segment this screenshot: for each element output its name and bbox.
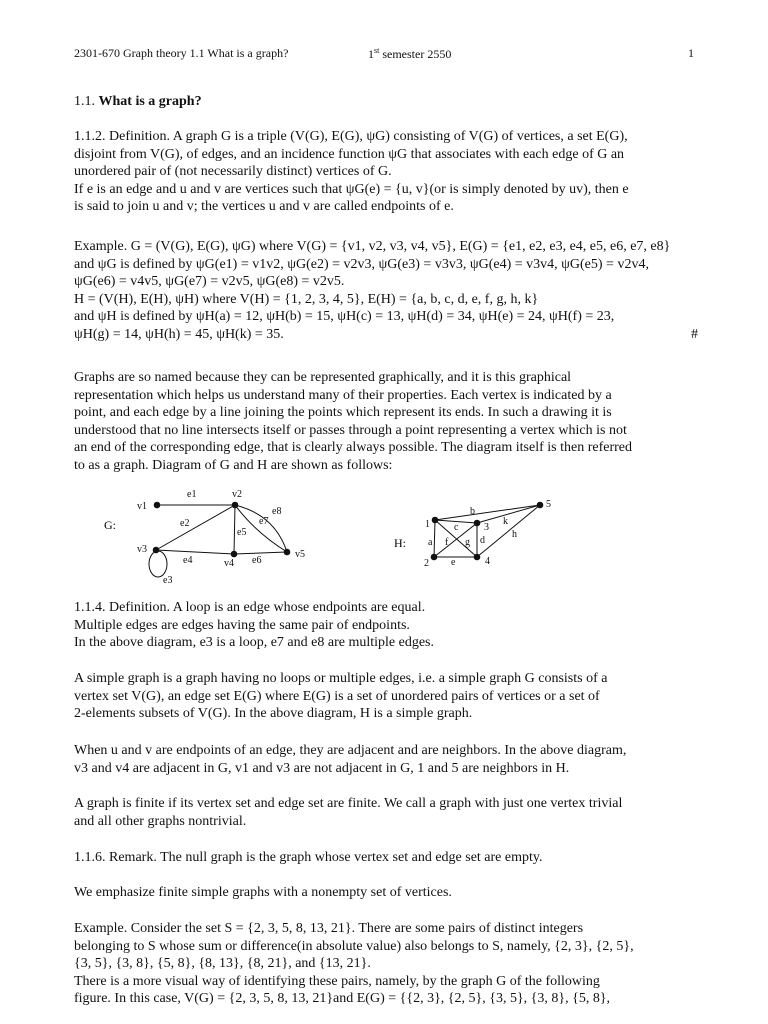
- edge-label: e8: [272, 506, 282, 517]
- paragraph-graphical-representation: [74, 369, 698, 475]
- graph-g-labels: [137, 489, 305, 586]
- edge-a: [434, 520, 435, 557]
- vertex-4: [474, 554, 481, 561]
- edge-label: e2: [180, 518, 190, 529]
- remark-line: 1.1.6. Remark. The null graph is the graph whose vertex set and edge set are empty.: [74, 850, 543, 865]
- example-line: Example. Consider the set S = {2, 3, 5, 8, 13, 21}. There are some pairs of distinct integers: [74, 921, 584, 936]
- graph-diagrams: [0, 480, 768, 590]
- vertex-label: v4: [224, 558, 234, 569]
- paragraph-line: A simple graph is a graph having no loops or multiple edges, i.e. a simple graph G consists of a: [74, 671, 608, 686]
- edge-label: e7: [259, 516, 269, 527]
- edge-label: e1: [187, 489, 197, 500]
- edge-label: e4: [183, 555, 193, 566]
- edge-e4: [156, 550, 234, 554]
- paragraph-line: 2-elements subsets of V(G). In the above diagram, H is a simple graph.: [74, 706, 473, 722]
- definition-graph: [74, 128, 698, 216]
- definition-graph-line: 1.1.2. Definition. A graph G is a triple (V(G), E(G), ψG) consisting of V(G) of vertices, a set E(G),: [74, 129, 628, 144]
- vertex-1: [432, 517, 439, 524]
- edge-label: a: [428, 537, 433, 548]
- example-line: H = (V(H), E(H), ψH) where V(H) = {1, 2, 3, 4, 5}, E(H) = {a, b, c, d, e, f, g, h, k}: [74, 291, 539, 307]
- example-graphs-g-h: [74, 238, 698, 344]
- example-line: and ψG is defined by ψG(e1) = v1v2, ψG(e2) = v2v3, ψG(e3) = v3v3, ψG(e4) = v3v4, ψG(e5) = v2v4,: [74, 256, 649, 272]
- definition-graph-line: unordered pair of (not necessarily distinct) vertices of G.: [74, 164, 392, 180]
- edge-label: b: [470, 506, 475, 517]
- edge-label: f: [445, 537, 449, 548]
- vertex-label: v1: [137, 501, 147, 512]
- definition-loop-line: In the above diagram, e3 is a loop, e7 and e8 are multiple edges.: [74, 635, 434, 651]
- example-line: belonging to S whose sum or difference(in absolute value) also belongs to S, namely, {2, 3}, {2, 5},: [74, 938, 634, 954]
- paragraph-line: understood that no line intersects itself or passes through a point representing a vertex which is not: [74, 422, 627, 438]
- vertex-2: [431, 554, 438, 561]
- vertex-label: v3: [137, 544, 147, 555]
- example-line: figure. In this case, V(G) = {2, 3, 5, 8, 13, 21}and E(G) = {{2, 3}, {2, 5}, {3, 5}, {3, 8}, {5, 8},: [74, 991, 611, 1007]
- header-semester: 1st semester 2550: [368, 46, 452, 61]
- vertex-v1: [154, 502, 161, 509]
- vertex-3: [474, 520, 481, 527]
- paragraph-line: an end of the corresponding edge, that is clearly always possible. The diagram itself is then referred: [74, 440, 632, 456]
- graph-h-labels: [424, 499, 551, 569]
- definition-loop-line: 1.1.4. Definition. A loop is an edge whose endpoints are equal.: [74, 600, 426, 615]
- vertex-label: 1: [425, 519, 430, 530]
- paragraph-line: A graph is finite if its vertex set and edge set are finite. We call a graph with just one vertex trivial: [74, 796, 623, 811]
- paragraph-line: point, and each edge by a line joining the points which represent its ends. In such a drawing it is: [74, 405, 612, 421]
- vertex-v4: [231, 551, 238, 558]
- edge-label: c: [454, 522, 459, 533]
- definition-graph-line: is said to join u and v; the vertices u and v are called endpoints of e.: [74, 199, 454, 215]
- paragraph-line: vertex set V(G), an edge set E(G) where E(G) is a set of unordered pairs of vertices or a set of: [74, 688, 600, 704]
- paragraph-line: to as a graph. Diagram of G and H are shown as follows:: [74, 457, 393, 473]
- paragraph-simple-graph: [74, 670, 698, 723]
- vertex-label: 2: [424, 558, 429, 569]
- edge-label: e6: [252, 555, 262, 566]
- edge-label: d: [480, 535, 485, 546]
- edge-e5: [234, 505, 235, 554]
- definition-graph-line: disjoint from V(G), of edges, and an incidence function ψG that associates with each edge of G an: [74, 146, 625, 162]
- vertex-label: v5: [295, 549, 305, 560]
- remark-null-graph: [74, 849, 698, 867]
- paragraph-line: and all other graphs nontrivial.: [74, 813, 247, 829]
- paragraph-line: representation which helps us understand many of their properties. Each vertex is indicated by a: [74, 387, 612, 403]
- graph-g-label: G:: [104, 518, 116, 532]
- edge-label: e3: [163, 575, 173, 586]
- vertex-label: 4: [485, 556, 490, 567]
- example-set-s: [74, 920, 698, 1008]
- edge-e6: [234, 552, 287, 554]
- header-course: 2301-670 Graph theory 1.1 What is a graph?: [74, 46, 289, 60]
- example-line: There is a more visual way of identifying these pairs, namely, by the graph G of the following: [74, 973, 600, 989]
- paragraph-line: Graphs are so named because they can be represented graphically, and it is this graphical: [74, 370, 572, 385]
- paragraph-adjacent: [74, 742, 698, 777]
- graph-h-label: H:: [394, 536, 406, 550]
- paragraph-emphasize: [74, 884, 698, 902]
- vertex-v3: [153, 547, 160, 554]
- section-title: 1.1. What is a graph?: [74, 94, 202, 109]
- vertex-5: [537, 502, 544, 509]
- vertex-label: 3: [484, 522, 489, 533]
- edge-label: h: [512, 529, 517, 540]
- example-line: Example. G = (V(G), E(G), ψG) where V(G) = {v1, v2, v3, v4, v5}, E(G) = {e1, e2, e3, e4, e5, e6, e7, e8}: [74, 239, 671, 254]
- example-line: ψH(g) = 14, ψH(h) = 45, ψH(k) = 35. #: [74, 326, 698, 342]
- definition-loop: [74, 599, 698, 652]
- graph-g-vertices: [153, 502, 291, 558]
- paragraph-line: When u and v are endpoints of an edge, they are adjacent and are neighbors. In the above diagram,: [74, 743, 627, 758]
- loop-e3: [149, 551, 167, 577]
- example-line: ψG(e6) = v4v5, ψG(e7) = v2v5, ψG(e8) = v2v5.: [74, 274, 345, 290]
- example-line: {3, 5}, {3, 8}, {5, 8}, {8, 13}, {8, 21}, and {13, 21}.: [74, 956, 371, 972]
- edge-label: k: [503, 516, 508, 527]
- edge-label: e5: [237, 527, 247, 538]
- paragraph-line: We emphasize finite simple graphs with a nonempty set of vertices.: [74, 885, 452, 900]
- example-line: and ψH is defined by ψH(a) = 12, ψH(b) = 15, ψH(c) = 13, ψH(d) = 34, ψH(e) = 24, ψH(f) = 23,: [74, 309, 615, 325]
- header-page-number: 1: [688, 46, 694, 60]
- edge-label: g: [465, 537, 470, 548]
- definition-graph-line: If e is an edge and u and v are vertices such that ψG(e) = {u, v}(or is simply denoted by uv), then e: [74, 181, 629, 197]
- end-of-example-mark: #: [691, 326, 698, 342]
- definition-loop-line: Multiple edges are edges having the same pair of endpoints.: [74, 617, 410, 633]
- vertex-v5: [284, 549, 291, 556]
- edge-k: [477, 505, 540, 523]
- paragraph-finite: [74, 795, 698, 830]
- paragraph-line: v3 and v4 are adjacent in G, v1 and v3 are not adjacent in G, 1 and 5 are neighbors in H.: [74, 760, 570, 776]
- edge-label: e: [451, 557, 456, 568]
- edge-e2: [156, 505, 235, 550]
- vertex-label: v2: [232, 489, 242, 500]
- vertex-v2: [232, 502, 239, 509]
- vertex-label: 5: [546, 499, 551, 510]
